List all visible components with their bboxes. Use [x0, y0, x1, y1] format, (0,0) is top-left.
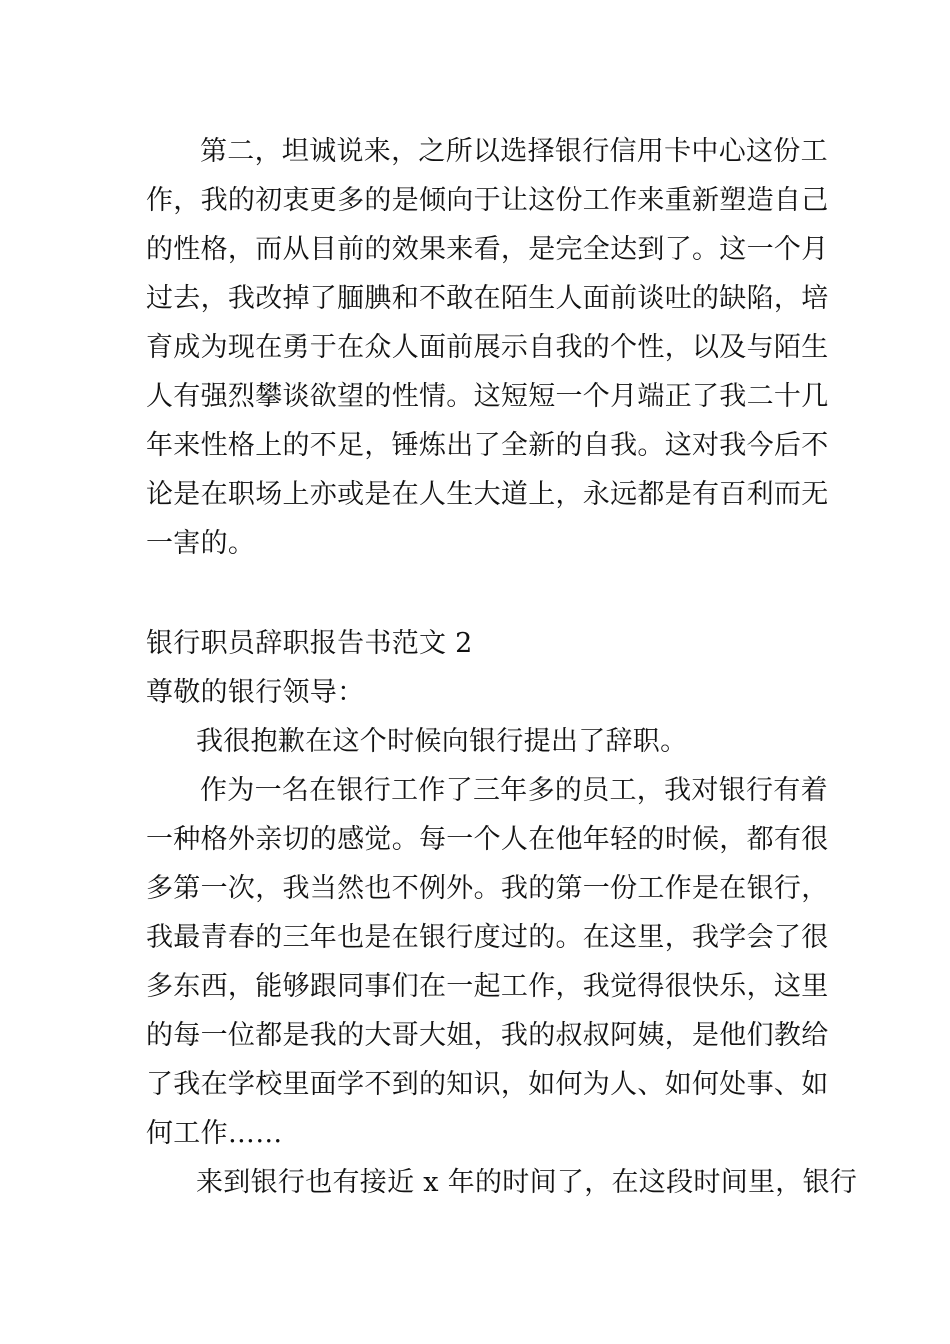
paragraph-1-line-1: 第二，坦诚说来，之所以选择银行信用卡中心这份工 — [200, 136, 828, 167]
paragraph-3-line-5: 多东西，能够跟同事们在一起工作，我觉得很快乐，这里 — [146, 971, 829, 1002]
paragraph-1-line-3: 的性格，而从目前的效果来看，是完全达到了。这一个月 — [146, 234, 829, 265]
paragraph-3-line-8: 何工作…… — [146, 1118, 283, 1149]
section-title: 银行职员辞职报告书范文 2 — [146, 628, 473, 659]
paragraph-3-line-6: 的每一位都是我的大哥大姐，我的叔叔阿姨，是他们教给 — [146, 1020, 829, 1051]
paragraph-1-line-7: 年来性格上的不足，锤炼出了全新的自我。这对我今后不 — [146, 430, 829, 461]
paragraph-1-line-9: 一害的。 — [146, 528, 256, 559]
paragraph-3-line-1: 作为一名在银行工作了三年多的员工，我对银行有着 — [200, 775, 828, 806]
paragraph-1-line-8: 论是在职场上亦或是在人生大道上，永远都是有百利而无 — [146, 479, 829, 510]
salutation: 尊敬的银行领导： — [146, 677, 365, 708]
paragraph-3-line-2: 一种格外亲切的感觉。每一个人在他年轻的时候，都有很 — [146, 824, 829, 855]
paragraph-4-line-1: 来到银行也有接近 x 年的时间了，在这段时间里，银行 — [196, 1167, 858, 1198]
paragraph-2: 我很抱歉在这个时候向银行提出了辞职。 — [196, 726, 688, 757]
paragraph-3-line-3: 多第一次，我当然也不例外。我的第一份工作是在银行， — [146, 873, 829, 904]
paragraph-1-line-4: 过去，我改掉了腼腆和不敢在陌生人面前谈吐的缺陷，培 — [146, 283, 829, 314]
paragraph-1-line-5: 育成为现在勇于在众人面前展示自我的个性，以及与陌生 — [146, 332, 829, 363]
paragraph-3-line-4: 我最青春的三年也是在银行度过的。在这里，我学会了很 — [146, 922, 829, 953]
paragraph-1-line-6: 人有强烈攀谈欲望的性情。这短短一个月端正了我二十几 — [146, 381, 829, 412]
paragraph-1-line-2: 作，我的初衷更多的是倾向于让这份工作来重新塑造自己 — [146, 185, 829, 216]
paragraph-3-line-7: 了我在学校里面学不到的知识，如何为人、如何处事、如 — [146, 1069, 829, 1100]
